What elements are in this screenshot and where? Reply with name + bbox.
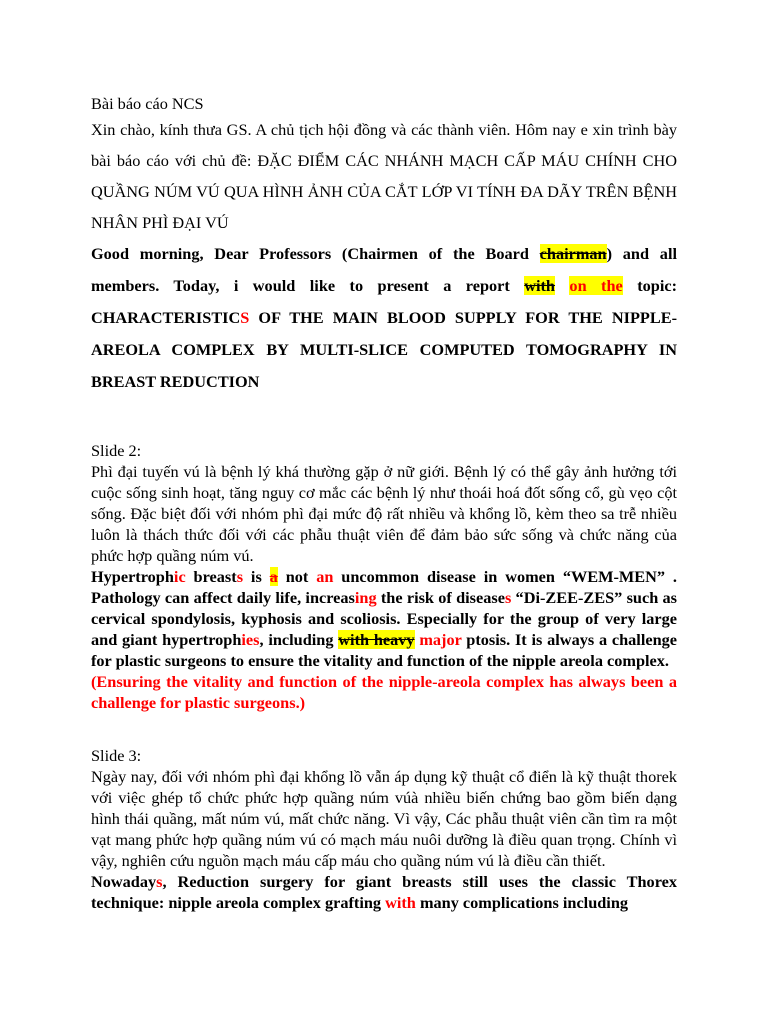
correction-text: ies <box>241 630 260 649</box>
slide-2-label: Slide 2: <box>91 441 142 460</box>
document-heading: Bài báo cáo NCS <box>91 94 204 113</box>
intro-en-text: Good morning, Dear Professors (Chairmen of the Board <box>91 244 540 263</box>
slide-3-vietnamese: Ngày nay, đối với nhóm phì đại khổng lồ vẫn áp dụng kỹ thuật cổ điển là kỹ thuật thorek với việc ghép tổ chức phức hợp quầng núm vúà nhiều biến chứng bao gồm biến dạng hình thái quầng, mất núm vú, mất chức năng. Vì vậy, Các phẫu thuật viên cần tìm ra một vạt mang phức hợp quầng núm vú có mạch máu nuôi dưỡng là điều quan trọng. Chính vì vậy, nghiên cứu nguồn mạch máu cấp máu cho quầng núm vú là điều cần thiết. <box>91 767 677 870</box>
correction-text: ic <box>173 567 186 586</box>
correction-text: s <box>156 872 163 891</box>
slide-2-vietnamese: Phì đại tuyến vú là bệnh lý khá thường gặp ở nữ giới. Bệnh lý có thể gây ảnh hưởng tới cuộc sống sinh hoạt, tăng nguy cơ mắc các bệnh lý như thoái hoá đốt sống cổ, gù vẹo cột sống. Đặc biệt đối với nhóm phì đại mức độ rất nhiều và khổng lồ, kèm theo sa trễ nhiều luôn là thách thức đối với các phẫu thuật viên để đảm bảo sức sống và chức năng của phức hợp quầng núm vú. <box>91 462 677 565</box>
slide-3-english: Nowadays, Reduction surgery for giant breasts still uses the classic Thorex technique: nipple areola complex grafting with many complications including <box>91 872 677 912</box>
correction-text: an <box>316 567 334 586</box>
intro-en-text: topic: <box>622 276 677 295</box>
deleted-word: with <box>524 276 555 295</box>
correction-text: s <box>236 567 244 586</box>
correction-letter: S <box>240 308 250 327</box>
intro-en-text: ) and all members. Today, i would like to present a report <box>91 244 677 295</box>
deleted-word: a <box>269 567 278 586</box>
deleted-word: with heavy <box>338 630 415 649</box>
slide-2-english: Hypertrophic breasts is a not an uncommon disease in women “WEM-MEN” . Pathology can affect daily life, increasing the risk of diseases “Di-ZEE-ZES” such as cervical spondylosis, kyphosis and scoliosis. Especially for the group of very large and giant hypertrophies, including with heavy major ptosis. It is always a challenge for plastic surgeons to ensure the vitality and function of the nipple areola complex. <box>91 567 677 670</box>
correction-text: with <box>385 893 416 912</box>
slide-2-parenthetical: (Ensuring the vitality and function of the nipple-areola complex has always been a challenge for plastic surgeons.) <box>91 672 677 712</box>
report-title: CHARACTERISTICS OF THE MAIN BLOOD SUPPLY FOR THE NIPPLE- AREOLA COMPLEX BY MULTI-SLICE COMPUTED TOMOGRAPHY IN BREAST REDUCTION <box>91 308 677 391</box>
space <box>555 276 569 295</box>
intro-english <box>91 238 677 398</box>
correction-text: s <box>504 588 512 607</box>
inserted-word: major <box>419 630 462 649</box>
intro-vietnamese: Xin chào, kính thưa GS. A chủ tịch hội đồng và các thành viên. Hôm nay e xin trình bày bài báo cáo với chủ đề: ĐẶC ĐIỂM CÁC NHÁNH MẠCH CẤP MÁU CHÍNH CHO QUẦNG NÚM VÚ QUA HÌNH ẢNH CỦA CẮT LỚP VI TÍNH ĐA DÃY TRÊN BỆNH NHÂN PHÌ ĐẠI VÚ <box>91 120 677 232</box>
deleted-word: chairman <box>539 244 607 263</box>
correction-text: ing <box>354 588 377 607</box>
slide-3-label: Slide 3: <box>91 746 142 765</box>
inserted-word: on the <box>569 276 623 295</box>
